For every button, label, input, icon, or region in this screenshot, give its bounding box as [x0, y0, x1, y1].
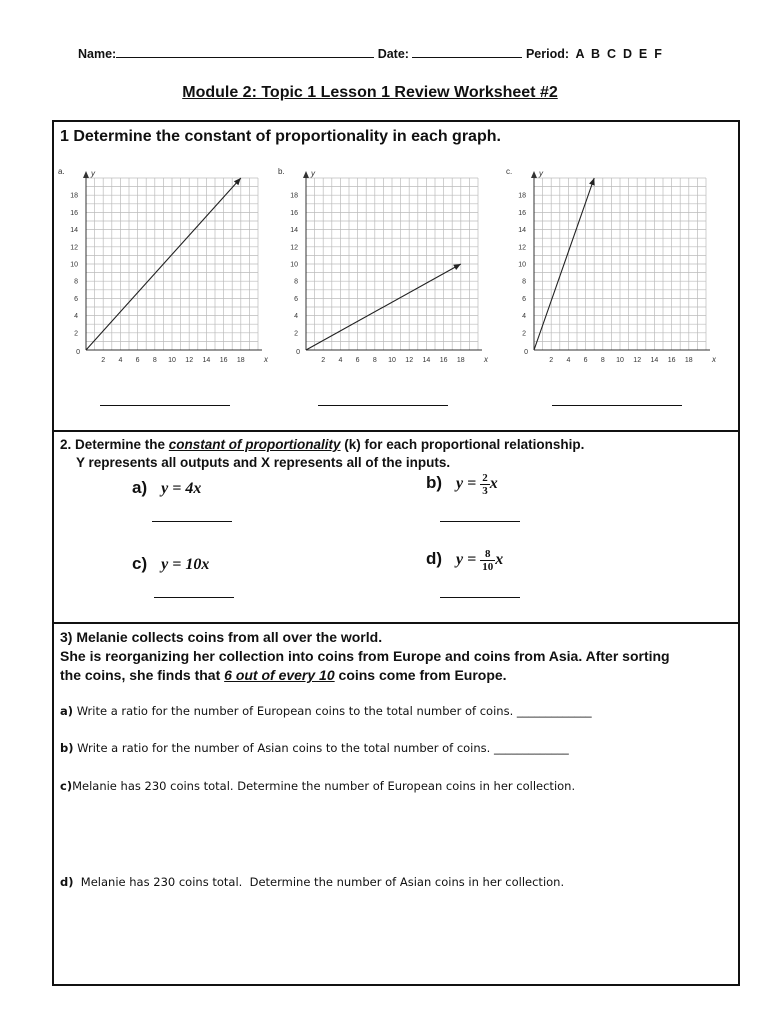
q3-line3-pre: the coins, she finds that	[60, 667, 225, 683]
q3-part-d	[60, 875, 564, 889]
equation-d-pre: y =	[456, 551, 481, 569]
worksheet-header	[78, 46, 662, 61]
x-tick-label: 4	[118, 357, 123, 364]
graph-label: c.	[506, 167, 513, 176]
q3-part-b-text: Write a ratio for the number of Asian coins to the total number of coins. _____________	[77, 741, 569, 755]
q3-part-b	[60, 741, 569, 755]
x-tick-label: 8	[372, 357, 377, 364]
y-tick-label: 8	[522, 278, 526, 286]
q2-prompt-pre: 2. Determine the	[60, 437, 169, 452]
x-tick-label: 8	[600, 357, 605, 364]
equation-c-text: y = 10x	[161, 556, 210, 573]
q3-part-a-text: Write a ratio for the number of European coins to the total number of coins. _____________	[76, 704, 592, 718]
x-tick-label: 16	[219, 357, 228, 364]
y-tick-label: 16	[518, 209, 526, 217]
answer-line-2a[interactable]	[152, 520, 232, 522]
y-tick-label: 18	[290, 192, 298, 200]
y-tick-label: 8	[294, 278, 298, 286]
q3-part-d-label: d)	[60, 875, 74, 889]
x-tick-label: 10	[168, 357, 176, 364]
y-tick-label: 12	[290, 244, 298, 252]
fraction-d-den: 10	[482, 561, 494, 573]
q2-prompt	[60, 436, 584, 472]
x-tick-label: 18	[236, 357, 245, 364]
question-2-box	[52, 430, 740, 624]
origin-label: 0	[76, 349, 80, 356]
y-tick-label: 4	[74, 313, 78, 321]
x-tick-label: 2	[101, 357, 106, 364]
x-tick-label: 6	[355, 357, 360, 364]
q1-prompt: 1 Determine the constant of proportionality in each graph.	[60, 128, 501, 145]
y-tick-label: 10	[70, 261, 78, 269]
graph-b	[278, 162, 488, 372]
y-axis-label: y	[539, 169, 543, 178]
graph-label: a.	[58, 167, 65, 176]
y-tick-label: 2	[74, 330, 78, 338]
q3-part-a	[60, 704, 592, 718]
graph-a	[58, 162, 268, 372]
y-axis-arrow	[83, 171, 89, 178]
equation-a	[132, 478, 201, 498]
answer-line-b[interactable]	[318, 404, 448, 406]
q2-prompt-post: (k) for each proportional relationship.	[340, 437, 585, 452]
equation-a-label: a)	[132, 478, 148, 497]
y-tick-label: 12	[70, 244, 78, 252]
q3-part-c	[60, 779, 575, 793]
equation-c	[132, 554, 209, 574]
name-blank[interactable]	[116, 46, 374, 58]
question-3-box	[52, 622, 740, 986]
x-axis-label: x	[264, 355, 268, 364]
x-tick-label: 10	[616, 357, 624, 364]
equation-b-post: x	[489, 475, 498, 493]
q3-part-b-label: b)	[60, 741, 74, 755]
x-tick-label: 12	[405, 357, 414, 364]
answer-line-2d[interactable]	[440, 596, 520, 598]
x-tick-label: 2	[321, 357, 326, 364]
q3-line1: 3) Melanie collects coins from all over the world.	[60, 629, 383, 645]
y-axis-label: y	[91, 169, 95, 178]
equation-b-label: b)	[426, 473, 443, 493]
y-tick-label: 10	[518, 261, 526, 269]
equation-b-pre: y =	[456, 475, 481, 493]
equation-c-label: c)	[132, 554, 148, 573]
y-tick-label: 6	[522, 295, 526, 303]
graph-label: b.	[278, 167, 285, 176]
origin-label: 0	[296, 349, 300, 356]
y-tick-label: 6	[294, 295, 298, 303]
answer-line-2c[interactable]	[154, 596, 234, 598]
y-tick-label: 2	[294, 330, 298, 338]
y-tick-label: 16	[70, 209, 78, 217]
q3-part-c-label: c)	[60, 779, 73, 793]
page-title: Module 2: Topic 1 Lesson 1 Review Worksheet #2	[182, 84, 558, 101]
x-tick-label: 12	[185, 357, 194, 364]
y-tick-label: 14	[290, 227, 298, 235]
origin-label: 0	[524, 349, 528, 356]
x-tick-label: 16	[439, 357, 448, 364]
y-tick-label: 4	[522, 313, 526, 321]
y-axis-arrow	[531, 171, 537, 178]
x-tick-label: 4	[338, 357, 343, 364]
fraction-d	[480, 548, 495, 573]
name-label: Name:	[78, 47, 117, 61]
equation-d-label: d)	[426, 549, 443, 569]
equation-b	[426, 472, 498, 497]
y-axis-label: y	[311, 169, 315, 178]
period-options: A B C D E F	[575, 47, 662, 61]
y-axis-arrow	[303, 171, 309, 178]
fraction-b	[480, 472, 490, 497]
x-tick-label: 6	[135, 357, 140, 364]
x-tick-label: 14	[650, 357, 659, 364]
x-tick-label: 14	[422, 357, 431, 364]
y-tick-label: 8	[74, 278, 78, 286]
answer-line-2b[interactable]	[440, 520, 520, 522]
answer-line-a[interactable]	[100, 404, 230, 406]
equation-d	[426, 548, 503, 573]
x-tick-label: 6	[583, 357, 588, 364]
y-tick-label: 18	[70, 192, 78, 200]
fraction-b-den: 3	[482, 485, 488, 497]
equation-a-text: y = 4x	[161, 480, 202, 497]
period-label: Period:	[525, 47, 569, 61]
y-tick-label: 14	[518, 227, 526, 235]
y-tick-label: 18	[518, 192, 526, 200]
question-1-box	[52, 120, 740, 432]
answer-line-c[interactable]	[552, 404, 682, 406]
q3-line3-underlined: 6 out of every 10	[224, 667, 335, 683]
q3-line2: She is reorganizing her collection into coins from Europe and coins from Asia. After sorting	[60, 648, 670, 664]
x-axis-label: x	[712, 355, 716, 364]
y-tick-label: 4	[294, 313, 298, 321]
y-tick-label: 16	[290, 209, 298, 217]
y-tick-label: 2	[522, 330, 526, 338]
x-tick-label: 10	[388, 357, 396, 364]
x-tick-label: 8	[152, 357, 157, 364]
y-tick-label: 14	[70, 227, 78, 235]
y-tick-label: 10	[290, 261, 298, 269]
x-tick-label: 18	[684, 357, 693, 364]
x-axis-label: x	[484, 355, 488, 364]
q3-part-d-text: Melanie has 230 coins total. Determine the number of Asian coins in her collection.	[73, 875, 565, 889]
x-tick-label: 16	[667, 357, 676, 364]
equation-d-post: x	[495, 551, 504, 569]
q2-prompt-term: constant of proportionality	[168, 437, 341, 452]
q3-line3-post: coins come from Europe.	[334, 667, 507, 683]
date-blank[interactable]	[412, 46, 522, 58]
x-tick-label: 4	[566, 357, 571, 364]
x-tick-label: 18	[456, 357, 465, 364]
q3-part-c-text: Melanie has 230 coins total. Determine the number of European coins in her collection.	[72, 779, 576, 793]
fraction-d-num: 8	[480, 548, 495, 561]
line-arrowhead	[589, 178, 595, 186]
date-label: Date:	[377, 47, 409, 61]
graph-c	[506, 162, 716, 372]
x-tick-label: 12	[633, 357, 642, 364]
q2-prompt-line2: Y represents all outputs and X represents all of the inputs.	[76, 455, 451, 470]
x-tick-label: 2	[549, 357, 554, 364]
q3-prompt	[60, 628, 736, 685]
x-tick-label: 14	[202, 357, 211, 364]
fraction-b-num: 2	[482, 472, 488, 484]
y-tick-label: 6	[74, 295, 78, 303]
y-tick-label: 12	[518, 244, 526, 252]
q3-part-a-label: a)	[60, 704, 74, 718]
